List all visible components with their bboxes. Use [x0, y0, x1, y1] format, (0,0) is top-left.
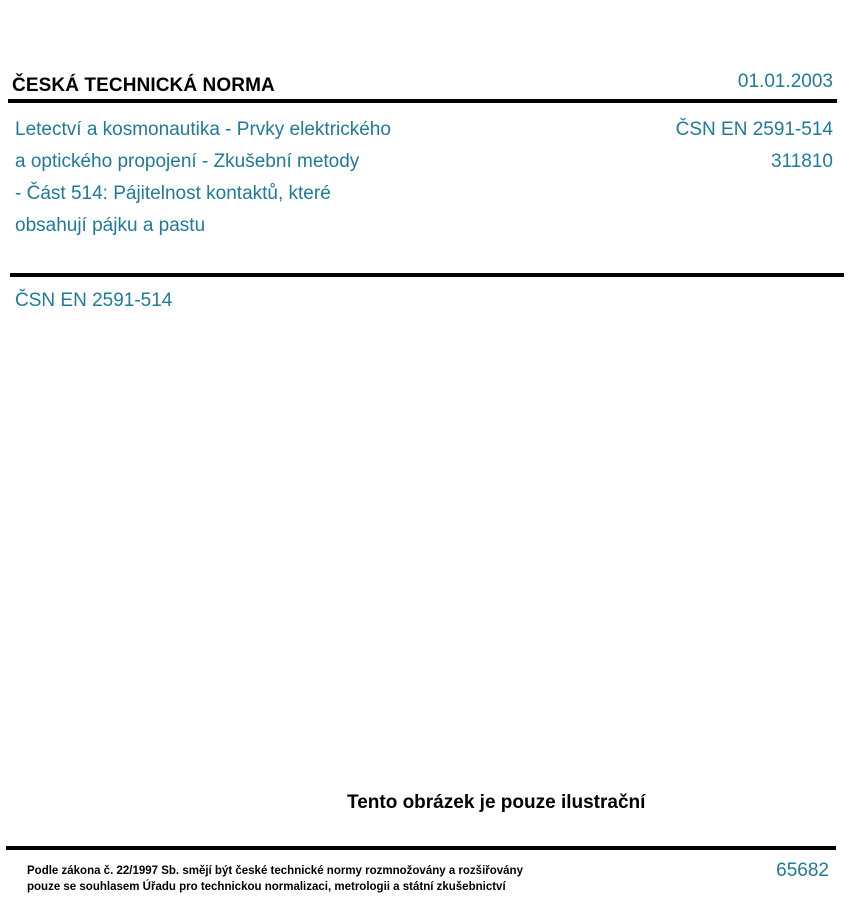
document-type-label: ČESKÁ TECHNICKÁ NORMA	[12, 75, 275, 96]
legal-notice-line: Podle zákona č. 22/1997 Sb. smějí být české technické normy rozmnožovány a rozšiřovány	[27, 865, 523, 877]
standard-title-line: - Část 514: Pájitelnost kontaktů, které	[15, 183, 331, 204]
legal-notice-line: pouze se souhlasem Úřadu pro technickou normalizaci, metrologii a státní zkušebnictví	[27, 881, 506, 893]
effective-date: 01.01.2003	[737, 71, 833, 92]
bottom-divider	[6, 846, 836, 850]
document-code: 65682	[776, 860, 829, 881]
standard-title-line: obsahují pájku a pastu	[15, 215, 206, 236]
middle-divider	[10, 273, 844, 277]
illustration-notice: Tento obrázek je pouze ilustrační	[347, 792, 646, 813]
classification-number: 311810	[771, 151, 833, 172]
standard-title-line: a optického propojení - Zkušební metody	[15, 151, 360, 172]
standard-title-line: Letectví a kosmonautika - Prvky elektrického	[15, 119, 391, 140]
standard-number: ČSN EN 2591-514	[675, 119, 833, 140]
top-divider	[8, 99, 837, 103]
standard-number-repeat: ČSN EN 2591-514	[15, 290, 173, 311]
legal-notice	[27, 863, 523, 895]
standard-title	[15, 114, 391, 242]
